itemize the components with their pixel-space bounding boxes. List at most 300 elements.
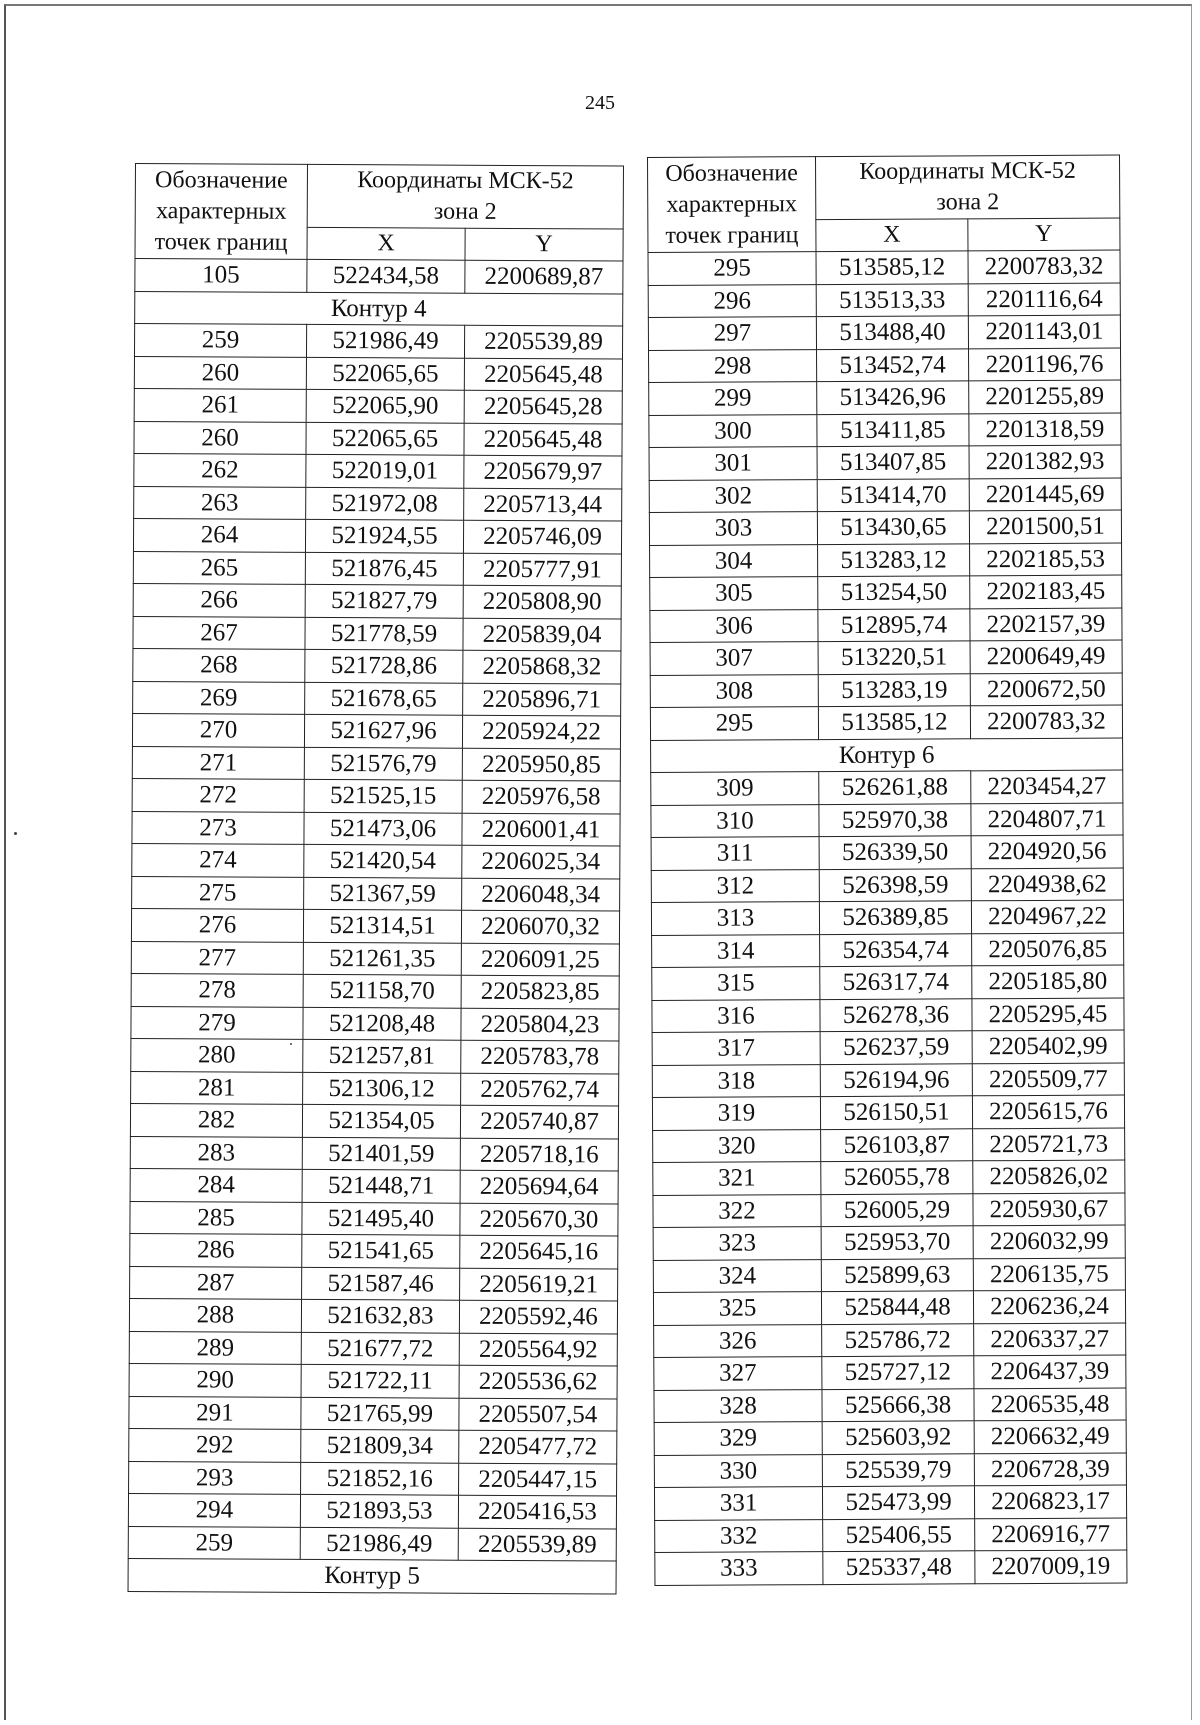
y-coordinate-cell: 2205592,46	[459, 1300, 617, 1333]
table-row	[128, 1493, 616, 1528]
table-row	[130, 1136, 618, 1171]
y-coordinate-cell: 2205740,87	[460, 1105, 618, 1138]
table-row	[132, 876, 620, 911]
table-row	[650, 608, 1122, 643]
point-number-cell: 311	[651, 837, 819, 870]
y-coordinate-cell: 2205645,48	[464, 358, 622, 391]
y-coordinate-cell: 2200689,87	[465, 260, 623, 293]
x-coordinate-cell: 522019,01	[306, 454, 464, 487]
table-row	[131, 908, 619, 943]
point-number-cell: 327	[654, 1357, 822, 1390]
point-number-cell: 310	[651, 804, 819, 837]
x-coordinate-cell: 525473,99	[822, 1486, 974, 1519]
y-coordinate-cell: 2200672,50	[970, 673, 1122, 706]
point-number-cell: 328	[654, 1389, 822, 1422]
point-number-cell: 297	[648, 317, 816, 350]
point-number-cell: 260	[134, 356, 306, 389]
point-number-cell: 294	[128, 1493, 300, 1526]
point-number-cell: 316	[652, 999, 820, 1032]
table-row	[652, 1095, 1124, 1130]
y-coordinate-cell: 2201255,89	[969, 380, 1121, 413]
x-coordinate-cell: 521158,70	[303, 974, 461, 1007]
y-coordinate-cell: 2205477,72	[459, 1430, 617, 1463]
table-row	[649, 413, 1121, 448]
coordinates-table-right	[647, 155, 1127, 1586]
x-coordinate-cell: 512895,74	[818, 608, 970, 641]
table-row	[128, 1526, 616, 1561]
y-coordinate-cell: 2205185,80	[972, 965, 1124, 998]
table-row	[134, 453, 622, 488]
table-row	[132, 811, 620, 846]
table-body-left	[128, 259, 623, 1594]
table-row	[134, 486, 622, 521]
table-row	[133, 681, 621, 716]
y-coordinate-cell: 2205539,89	[458, 1528, 616, 1561]
y-coordinate-cell: 2205808,90	[463, 585, 621, 618]
x-coordinate-cell: 525603,92	[822, 1421, 974, 1454]
y-coordinate-cell: 2205746,09	[463, 520, 621, 553]
point-number-cell: 318	[652, 1064, 820, 1097]
x-coordinate-cell: 526150,51	[820, 1096, 972, 1129]
header-zone: зона 2	[433, 198, 497, 225]
header-coordinates	[307, 164, 623, 229]
table-row	[650, 640, 1122, 675]
table-row	[650, 543, 1122, 578]
point-number-cell: 315	[652, 967, 820, 1000]
table-row	[649, 445, 1121, 480]
x-coordinate-cell: 521809,34	[301, 1429, 459, 1462]
table-row	[653, 1160, 1125, 1195]
y-coordinate-cell: 2205718,16	[460, 1138, 618, 1171]
y-coordinate-cell: 2201382,93	[969, 445, 1121, 478]
x-coordinate-cell: 521728,86	[305, 649, 463, 682]
x-coordinate-cell: 521473,06	[304, 812, 462, 845]
point-number-cell: 299	[649, 382, 817, 415]
point-number-cell: 286	[130, 1233, 302, 1266]
x-coordinate-cell: 522065,65	[306, 357, 464, 390]
point-number-cell: 317	[652, 1032, 820, 1065]
x-coordinate-cell: 526317,74	[820, 966, 972, 999]
point-number-cell: 330	[654, 1454, 822, 1487]
header-y: Y	[465, 228, 623, 261]
table-row	[649, 380, 1121, 415]
x-coordinate-cell: 513407,85	[817, 446, 969, 479]
x-coordinate-cell: 513585,12	[818, 706, 970, 739]
point-number-cell: 267	[133, 616, 305, 649]
point-number-cell: 324	[653, 1259, 821, 1292]
table-row	[653, 1258, 1125, 1293]
table-row	[650, 575, 1122, 610]
y-coordinate-cell: 2200783,32	[968, 250, 1120, 283]
table-row	[654, 1388, 1126, 1423]
point-number-cell: 303	[649, 512, 817, 545]
point-number-cell: 319	[652, 1097, 820, 1130]
point-number-cell: 288	[129, 1298, 301, 1331]
point-number-cell: 298	[649, 349, 817, 382]
x-coordinate-cell: 521827,79	[305, 584, 463, 617]
x-coordinate-cell: 522065,65	[306, 422, 464, 455]
contour-row	[128, 1558, 616, 1593]
y-coordinate-cell: 2205670,30	[460, 1203, 618, 1236]
table-row	[651, 770, 1123, 805]
y-coordinate-cell: 2200649,49	[970, 640, 1122, 673]
table-row	[654, 1485, 1126, 1520]
x-coordinate-cell: 525539,79	[822, 1453, 974, 1486]
point-number-cell: 333	[655, 1552, 823, 1585]
point-number-cell: 323	[653, 1227, 821, 1260]
table-row	[129, 1461, 617, 1496]
x-coordinate-cell: 521778,59	[305, 617, 463, 650]
point-number-cell: 321	[653, 1162, 821, 1195]
y-coordinate-cell: 2206728,39	[974, 1453, 1126, 1486]
x-coordinate-cell: 521852,16	[301, 1462, 459, 1495]
point-number-cell: 302	[649, 479, 817, 512]
x-coordinate-cell: 513283,12	[818, 543, 970, 576]
point-number-cell: 274	[132, 843, 304, 876]
table-row	[129, 1396, 617, 1431]
point-number-cell: 284	[130, 1168, 302, 1201]
contour-row	[651, 738, 1123, 773]
point-number-cell: 320	[653, 1129, 821, 1162]
header-zone: зона 2	[936, 189, 1000, 216]
x-coordinate-cell: 522065,90	[306, 389, 464, 422]
table-row	[653, 1193, 1125, 1228]
point-number-cell: 290	[129, 1363, 301, 1396]
x-coordinate-cell: 521314,51	[303, 909, 461, 942]
x-coordinate-cell: 521541,65	[302, 1234, 460, 1267]
x-coordinate-cell: 521367,59	[304, 877, 462, 910]
table-row	[655, 1518, 1127, 1553]
table-row	[649, 478, 1121, 513]
contour-row	[135, 291, 623, 326]
x-coordinate-cell: 513585,12	[816, 251, 968, 284]
table-row	[129, 1363, 617, 1398]
table-row	[133, 648, 621, 683]
header-coordinates	[816, 155, 1120, 220]
x-coordinate-cell: 525970,38	[819, 803, 971, 836]
x-coordinate-cell: 521632,83	[301, 1299, 459, 1332]
x-coordinate-cell: 521354,05	[302, 1104, 460, 1137]
x-coordinate-cell: 521401,59	[302, 1137, 460, 1170]
y-coordinate-cell: 2205783,78	[461, 1040, 619, 1073]
scan-speck	[14, 832, 17, 835]
table-row	[134, 388, 622, 423]
point-number-cell: 269	[133, 681, 305, 714]
x-coordinate-cell: 526194,96	[820, 1063, 972, 1096]
y-coordinate-cell: 2205823,85	[461, 975, 619, 1008]
x-coordinate-cell: 521722,11	[301, 1364, 459, 1397]
point-number-cell: 332	[655, 1519, 823, 1552]
y-coordinate-cell: 2201143,01	[968, 315, 1120, 348]
table-row	[129, 1428, 617, 1463]
x-coordinate-cell: 521495,40	[302, 1202, 460, 1235]
y-coordinate-cell: 2206091,25	[461, 943, 619, 976]
x-coordinate-cell: 526354,74	[820, 933, 972, 966]
x-coordinate-cell: 513430,65	[817, 511, 969, 544]
y-coordinate-cell: 2206823,17	[974, 1485, 1126, 1518]
y-coordinate-cell: 2201500,51	[969, 510, 1121, 543]
y-coordinate-cell: 2202185,53	[970, 543, 1122, 576]
point-number-cell: 259	[128, 1526, 300, 1559]
table-row	[652, 1063, 1124, 1098]
point-number-cell: 308	[650, 674, 818, 707]
table-row	[133, 616, 621, 651]
table-row	[653, 1225, 1125, 1260]
x-coordinate-cell: 513452,74	[817, 348, 969, 381]
y-coordinate-cell: 2206236,24	[973, 1290, 1125, 1323]
y-coordinate-cell: 2205645,16	[460, 1235, 618, 1268]
table-row	[652, 1030, 1124, 1065]
point-number-cell: 273	[132, 811, 304, 844]
y-coordinate-cell: 2202157,39	[970, 608, 1122, 641]
x-coordinate-cell: 521261,35	[303, 942, 461, 975]
table-row	[654, 1453, 1126, 1488]
y-coordinate-cell: 2205976,58	[462, 780, 620, 813]
point-number-cell: 261	[134, 388, 306, 421]
point-number-cell: 305	[650, 577, 818, 610]
point-number-cell: 293	[129, 1461, 301, 1494]
y-coordinate-cell: 2206048,34	[462, 878, 620, 911]
table-row	[654, 1355, 1126, 1390]
header-x: X	[816, 219, 968, 252]
table-row	[651, 835, 1123, 870]
y-coordinate-cell: 2206032,99	[973, 1225, 1125, 1258]
table-row	[130, 1201, 618, 1236]
y-coordinate-cell: 2201196,76	[969, 348, 1121, 381]
scan-speck	[290, 1043, 292, 1045]
table-row	[653, 1290, 1125, 1325]
x-coordinate-cell: 513254,50	[818, 576, 970, 609]
x-coordinate-cell: 521924,55	[305, 519, 463, 552]
table-row	[130, 1233, 618, 1268]
y-coordinate-cell: 2206025,34	[462, 845, 620, 878]
x-coordinate-cell: 513411,85	[817, 413, 969, 446]
y-coordinate-cell: 2205402,99	[972, 1030, 1124, 1063]
x-coordinate-cell: 521306,12	[303, 1072, 461, 1105]
x-coordinate-cell: 521627,96	[304, 714, 462, 747]
table-row	[133, 551, 621, 586]
point-number-cell: 329	[654, 1422, 822, 1455]
y-coordinate-cell: 2205679,97	[464, 455, 622, 488]
x-coordinate-cell: 521678,65	[305, 682, 463, 715]
y-coordinate-cell: 2205930,67	[973, 1193, 1125, 1226]
y-coordinate-cell: 2205507,54	[459, 1398, 617, 1431]
table-row	[132, 713, 620, 748]
y-coordinate-cell: 2205950,85	[462, 748, 620, 781]
point-number-cell: 313	[651, 902, 819, 935]
x-coordinate-cell: 526398,59	[819, 868, 971, 901]
table-row	[649, 348, 1121, 383]
y-coordinate-cell: 2204967,22	[971, 900, 1123, 933]
y-coordinate-cell: 2204920,56	[971, 835, 1123, 868]
point-number-cell: 331	[654, 1487, 822, 1520]
point-number-cell: 268	[133, 648, 305, 681]
point-number-cell: 287	[130, 1266, 302, 1299]
y-coordinate-cell: 2205713,44	[464, 488, 622, 521]
point-number-cell: 300	[649, 414, 817, 447]
table-row	[132, 843, 620, 878]
header-designation: Обозначение характерных точек границ	[648, 157, 816, 253]
point-number-cell: 271	[132, 746, 304, 779]
contour-label: Контур 6	[651, 738, 1123, 773]
point-number-cell: 295	[650, 707, 818, 740]
point-number-cell: 307	[650, 642, 818, 675]
x-coordinate-cell: 525406,55	[823, 1518, 975, 1551]
y-coordinate-cell: 2205536,62	[459, 1365, 617, 1398]
x-coordinate-cell: 525727,12	[822, 1356, 974, 1389]
header-y: Y	[968, 218, 1120, 251]
y-coordinate-cell: 2201445,69	[969, 478, 1121, 511]
y-coordinate-cell: 2205868,32	[463, 650, 621, 683]
x-coordinate-cell: 526389,85	[819, 901, 971, 934]
table-row	[655, 1550, 1127, 1585]
x-coordinate-cell: 525337,48	[823, 1551, 975, 1584]
x-coordinate-cell: 513488,40	[816, 316, 968, 349]
point-number-cell: 301	[649, 447, 817, 480]
x-coordinate-cell: 521257,81	[303, 1039, 461, 1072]
x-coordinate-cell: 521893,53	[300, 1494, 458, 1527]
point-number-cell: 262	[134, 453, 306, 486]
x-coordinate-cell: 521986,49	[300, 1527, 458, 1560]
table-row	[131, 1038, 619, 1073]
x-coordinate-cell: 521420,54	[304, 844, 462, 877]
header-x: X	[307, 227, 465, 260]
table-row	[133, 583, 621, 618]
point-number-cell: 265	[133, 551, 305, 584]
point-number-cell: 272	[132, 778, 304, 811]
x-coordinate-cell: 521208,48	[303, 1007, 461, 1040]
x-coordinate-cell: 513513,33	[816, 283, 968, 316]
y-coordinate-cell: 2205619,21	[460, 1268, 618, 1301]
point-number-cell: 285	[130, 1201, 302, 1234]
x-coordinate-cell: 521986,49	[306, 324, 464, 357]
table-row	[135, 259, 623, 294]
y-coordinate-cell: 2206632,49	[974, 1420, 1126, 1453]
point-number-cell: 304	[650, 544, 818, 577]
y-coordinate-cell: 2206135,75	[973, 1258, 1125, 1291]
point-number-cell: 283	[130, 1136, 302, 1169]
table-row	[652, 965, 1124, 1000]
point-number-cell: 263	[134, 486, 306, 519]
table-row	[651, 868, 1123, 903]
x-coordinate-cell: 513414,70	[817, 478, 969, 511]
point-number-cell: 296	[648, 284, 816, 317]
x-coordinate-cell: 526103,87	[821, 1128, 973, 1161]
x-coordinate-cell: 521448,71	[302, 1169, 460, 1202]
table-row	[131, 1006, 619, 1041]
table-row	[130, 1266, 618, 1301]
y-coordinate-cell: 2205539,89	[464, 325, 622, 358]
table-row	[130, 1103, 618, 1138]
table-row	[648, 250, 1120, 285]
point-number-cell: 295	[648, 252, 816, 285]
point-number-cell: 105	[135, 259, 307, 292]
x-coordinate-cell: 521765,99	[301, 1397, 459, 1430]
y-coordinate-cell: 2207009,19	[975, 1550, 1127, 1583]
table-row	[651, 900, 1123, 935]
point-number-cell: 291	[129, 1396, 301, 1429]
table-row	[652, 998, 1124, 1033]
y-coordinate-cell: 2202183,45	[970, 575, 1122, 608]
x-coordinate-cell: 521525,15	[304, 779, 462, 812]
table-row	[648, 315, 1120, 350]
y-coordinate-cell: 2205896,71	[463, 683, 621, 716]
table-row	[133, 518, 621, 553]
y-coordinate-cell: 2205826,02	[973, 1160, 1125, 1193]
y-coordinate-cell: 2205295,45	[972, 998, 1124, 1031]
y-coordinate-cell: 2205564,92	[459, 1333, 617, 1366]
header-coordinates-system: Координаты МСК-52	[859, 157, 1076, 185]
x-coordinate-cell: 513426,96	[817, 381, 969, 414]
y-coordinate-cell: 2206001,41	[462, 813, 620, 846]
point-number-cell: 309	[651, 772, 819, 805]
y-coordinate-cell: 2205416,53	[458, 1495, 616, 1528]
point-number-cell: 275	[132, 876, 304, 909]
point-number-cell: 325	[653, 1292, 821, 1325]
table-row	[134, 324, 622, 359]
table-row	[132, 746, 620, 781]
y-coordinate-cell: 2206337,27	[974, 1323, 1126, 1356]
x-coordinate-cell: 525953,70	[821, 1226, 973, 1259]
y-coordinate-cell: 2206070,32	[461, 910, 619, 943]
point-number-cell: 289	[129, 1331, 301, 1364]
table-row	[653, 1128, 1125, 1163]
y-coordinate-cell: 2205615,76	[972, 1095, 1124, 1128]
point-number-cell: 260	[134, 421, 306, 454]
x-coordinate-cell: 513283,19	[818, 673, 970, 706]
y-coordinate-cell: 2206535,48	[974, 1388, 1126, 1421]
table-row	[654, 1323, 1126, 1358]
point-number-cell: 270	[132, 713, 304, 746]
y-coordinate-cell: 2205447,15	[459, 1463, 617, 1496]
table-row	[131, 973, 619, 1008]
table-row	[134, 421, 622, 456]
y-coordinate-cell: 2205804,23	[461, 1008, 619, 1041]
page-number: 245	[585, 92, 615, 114]
y-coordinate-cell: 2204938,62	[971, 868, 1123, 901]
y-coordinate-cell: 2205721,73	[973, 1128, 1125, 1161]
x-coordinate-cell: 526261,88	[819, 771, 971, 804]
y-coordinate-cell: 2205694,64	[460, 1170, 618, 1203]
x-coordinate-cell: 525666,38	[822, 1388, 974, 1421]
table-row	[131, 1071, 619, 1106]
point-number-cell: 259	[134, 324, 306, 357]
y-coordinate-cell: 2201318,59	[969, 413, 1121, 446]
point-number-cell: 280	[131, 1038, 303, 1071]
point-number-cell: 292	[129, 1428, 301, 1461]
table-row	[650, 673, 1122, 708]
y-coordinate-cell: 2203454,27	[971, 770, 1123, 803]
point-number-cell: 322	[653, 1194, 821, 1227]
x-coordinate-cell: 525786,72	[822, 1323, 974, 1356]
point-number-cell: 277	[131, 941, 303, 974]
x-coordinate-cell: 521876,45	[305, 552, 463, 585]
x-coordinate-cell: 521576,79	[304, 747, 462, 780]
point-number-cell: 281	[131, 1071, 303, 1104]
table-row	[132, 778, 620, 813]
y-coordinate-cell: 2205924,22	[462, 715, 620, 748]
y-coordinate-cell: 2205839,04	[463, 618, 621, 651]
point-number-cell: 266	[133, 583, 305, 616]
x-coordinate-cell: 513220,51	[818, 641, 970, 674]
table-row	[651, 803, 1123, 838]
x-coordinate-cell: 526055,78	[821, 1161, 973, 1194]
contour-label: Контур 4	[135, 291, 623, 326]
x-coordinate-cell: 525844,48	[821, 1291, 973, 1324]
header-coordinates-system: Координаты МСК-52	[357, 167, 574, 195]
y-coordinate-cell: 2204807,71	[971, 803, 1123, 836]
table-row	[129, 1331, 617, 1366]
